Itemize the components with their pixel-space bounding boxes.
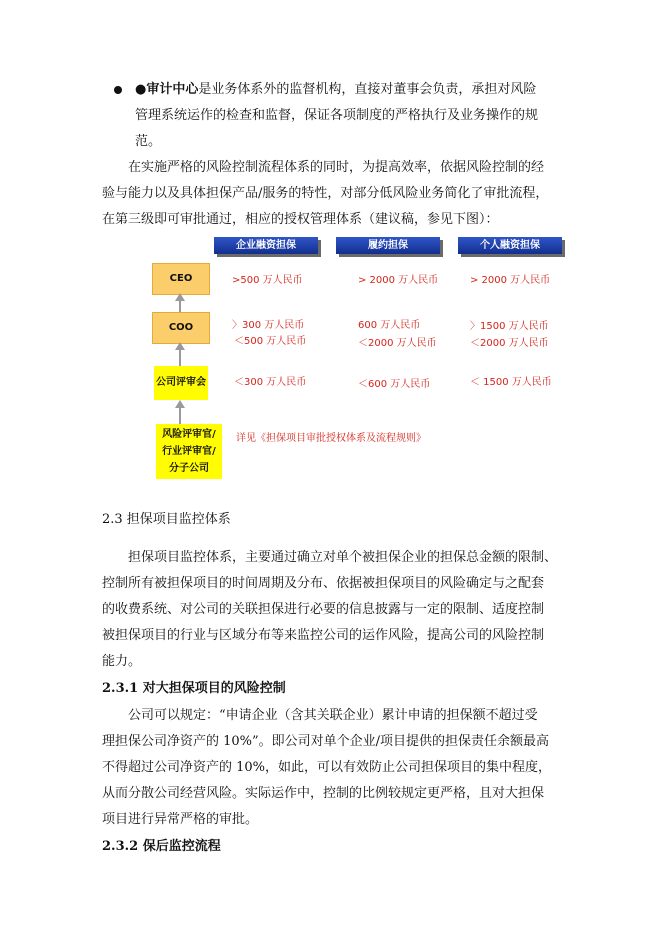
coo-performance-max: ＜2000 万人民币 (358, 338, 437, 349)
section-2-3-line-3: 的收费系统、对公司的关联担保进行必要的信息披露与一定的限制、适度控制 (102, 602, 545, 617)
header-enterprise-financing: 企业融资担保 (214, 237, 318, 254)
section-2-3-1-line-5: 项目进行异常严格的审批。 (102, 812, 259, 827)
bullet-text-1: 是业务体系外的监督机构，直接对董事会负责，承担对风险 (198, 82, 537, 97)
section-2-3-1-line-2: 理担保公司净资产的 10%”。即公司对单个企业/项目提供的担保责任余额最高 (102, 734, 550, 749)
reviewer-line-2: 行业评审官/ (162, 446, 216, 457)
section-2-3-1-heading: 2.3.1 对大担保项目的风险控制 (102, 681, 286, 696)
level-committee-box: 公司评审会 (154, 366, 208, 400)
section-2-3-line-5: 能力。 (102, 654, 142, 669)
committee-performance-limit: ＜600 万人民币 (358, 379, 431, 390)
level-reviewer-box (156, 424, 222, 479)
section-2-3-1-line-3: 不得超过公司净资产的 10%，如此，可以有效防止公司担保项目的集中程度， (102, 760, 552, 775)
bullet-line-1 (135, 80, 536, 100)
section-2-3-1-line-4: 从而分散公司经营风险。实际运作中，控制的比例较规定更严格，且对大担保 (102, 786, 545, 801)
ceo-performance-limit: > 2000 万人民币 (358, 275, 439, 286)
bullet-line-3: 范。 (135, 134, 162, 149)
intro-line-3: 在第三级即可审批通过，相应的授权管理体系（建议稿，参见下图）： (102, 212, 499, 227)
reviewer-line-1: 风险评审官/ (162, 429, 216, 440)
section-2-3-line-4: 被担保项目的行业与区域分布等来监控公司的运作风险，提高公司的风险控制 (102, 628, 545, 643)
coo-performance-min: 600 万人民币 (358, 320, 421, 331)
intro-line-1: 在实施严格的风险控制流程体系的同时，为提高效率，依据风险控制的经 (128, 160, 545, 175)
bullet-point (114, 86, 122, 94)
bullet-title: ●审计中心 (135, 82, 199, 97)
committee-personal-limit: ＜ 1500 万人民币 (470, 377, 552, 388)
level-coo-box: COO (152, 312, 210, 344)
ceo-personal-limit: > 2000 万人民币 (470, 275, 551, 286)
intro-line-2: 验与能力以及具体担保产品/服务的特性，对部分低风险业务简化了审批流程， (102, 186, 549, 201)
section-2-3-1-line-1: 公司可以规定：“申请企业（含其关联企业）累计申请的担保额不超过受 (128, 708, 538, 723)
arrow-shaft (179, 300, 181, 312)
level-ceo-box: CEO (152, 263, 210, 295)
arrow-shaft (179, 407, 181, 424)
rules-reference-note: 详见《担保项目审批授权体系及流程规则》 (236, 433, 426, 444)
section-2-3-line-2: 控制所有被担保项目的时间周期及分布、依据被担保项目的风险确定与之配套 (102, 576, 545, 591)
coo-personal-max: ＜2000 万人民币 (470, 338, 549, 349)
arrow-shaft (179, 349, 181, 366)
coo-enterprise-min: 〉300 万人民币 (232, 320, 305, 331)
ceo-enterprise-limit: >500 万人民币 (232, 275, 303, 286)
committee-enterprise-limit: ＜300 万人民币 (234, 377, 307, 388)
coo-personal-min: 〉1500 万人民币 (470, 321, 549, 332)
section-2-3-line-1: 担保项目监控体系，主要通过确立对单个被担保企业的担保总金额的限制、 (128, 550, 558, 565)
header-performance-guarantee: 履约担保 (336, 237, 440, 254)
section-2-3-2-heading: 2.3.2 保后监控流程 (102, 839, 221, 854)
header-personal-financing: 个人融资担保 (458, 237, 562, 254)
coo-enterprise-max: ＜500 万人民币 (234, 336, 307, 347)
section-2-3-heading: 2.3 担保项目监控体系 (102, 512, 231, 527)
reviewer-line-3: 分子公司 (169, 463, 209, 474)
bullet-line-2: 管理系统运作的检查和监督，保证各项制度的严格执行及业务操作的规 (135, 108, 539, 123)
